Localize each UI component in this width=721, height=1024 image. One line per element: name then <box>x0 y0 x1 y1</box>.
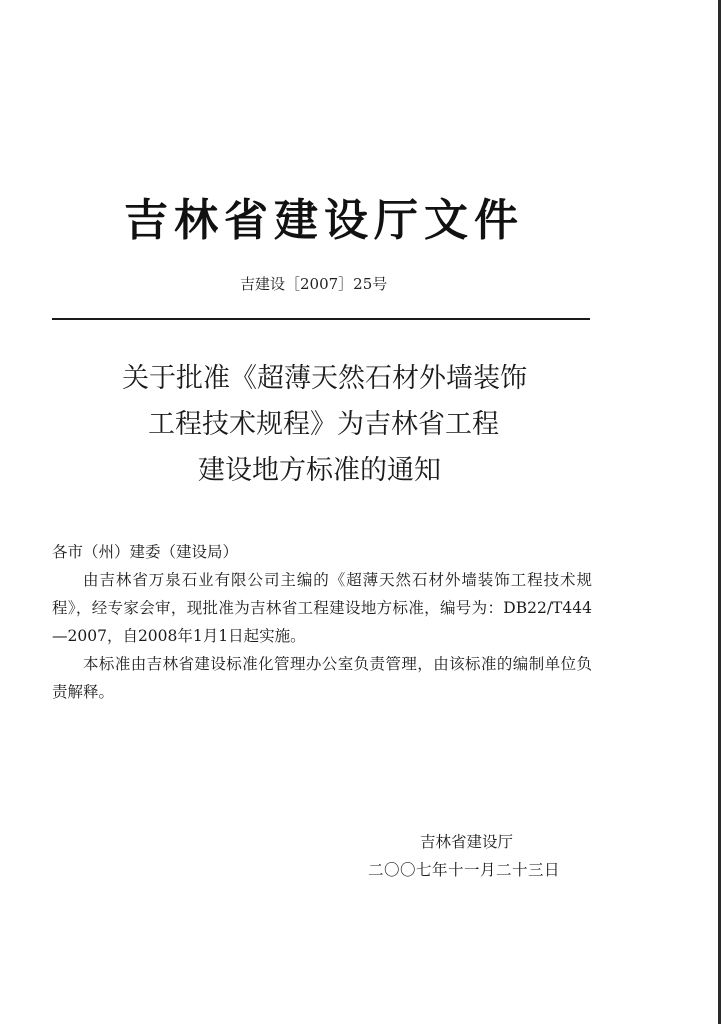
issuer-signature: 吉林省建设厅 <box>420 833 514 851</box>
subject-line: 关于批准《超薄天然石材外墙装饰 <box>122 363 527 394</box>
notice-subject <box>70 356 590 494</box>
subject-line: 工程技术规程》为吉林省工程 <box>148 409 499 440</box>
issue-date: 二〇〇七年十一月二十三日 <box>368 861 561 879</box>
header-divider <box>52 318 590 320</box>
body-paragraph: 由吉林省万泉石业有限公司主编的《超薄天然石材外墙装饰工程技术规程》，经专家会审，现批准为吉林省工程建设地方标准，编号为：DB22/T444—2007，自2008年1月1日起实施。 <box>52 571 592 645</box>
document-header-title: 吉林省建设厅文件 <box>124 195 524 246</box>
subject-line: 建设地方标准的通知 <box>198 455 441 486</box>
body-paragraph: 本标准由吉林省建设标准化管理办公室负责管理，由该标准的编制单位负责解释。 <box>52 655 592 701</box>
notice-body <box>52 538 592 706</box>
salutation: 各市（州）建委（建设局） <box>52 543 239 561</box>
document-number: 吉建设［2007］25号 <box>240 275 388 293</box>
